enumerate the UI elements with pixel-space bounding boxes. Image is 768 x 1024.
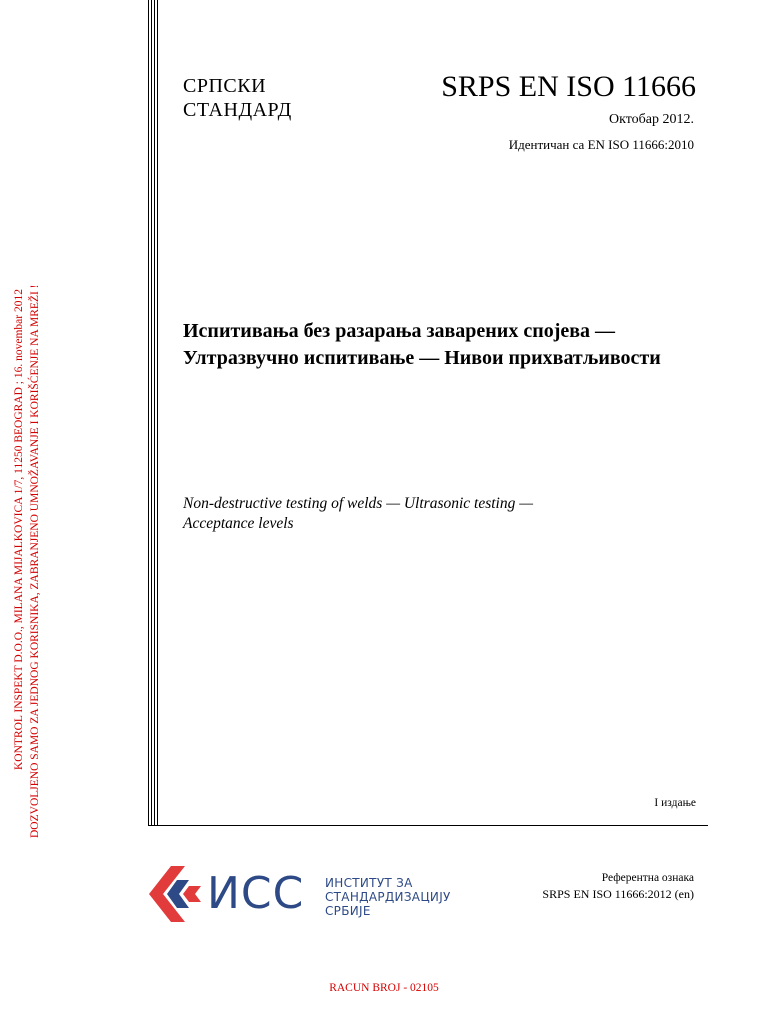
title-english [183, 494, 683, 534]
vertical-rule-1 [148, 0, 149, 826]
standard-label [183, 74, 292, 122]
iss-logo-icon [145, 862, 205, 926]
vertical-rule-3 [154, 0, 155, 826]
iss-logo [145, 862, 465, 932]
publication-date: Октобар 2012. [609, 112, 694, 127]
license-text-line2: DOZVOLJENO SAMO ZA JEDNOG KORISNIKA, ZABRANJENO UMNOŽAVANJE I KORIŠĆENJE NA MREŽI ! [29, 284, 41, 838]
title-serbian: Испитивања без разарања заварених спојева — Ултразвучно испитивање — Нивои прихватљивости [183, 320, 661, 369]
identical-with: Идентичан са EN ISO 11666:2010 [508, 137, 694, 152]
iss-logo-abbr: ИСС [207, 868, 305, 919]
standard-label-line2: СТАНДАРД [183, 99, 292, 121]
title-english-line1: Non-destructive testing of welds — Ultrasonic testing — [183, 495, 534, 512]
iss-logo-name-line2: СТАНДАРДИЗАЦИЈУ [325, 890, 451, 904]
standard-label-line1: СРПСКИ [183, 75, 267, 97]
vertical-rule-4 [157, 0, 158, 826]
standard-code: SRPS EN ISO 11666 [441, 70, 696, 103]
title-english-line2: Acceptance levels [183, 515, 294, 532]
iss-logo-name-line1: ИНСТИТУТ ЗА [325, 876, 413, 890]
reference-label: Референтна ознака [601, 872, 694, 884]
reference-code: SRPS EN ISO 11666:2012 (en) [542, 887, 694, 901]
invoice-number: RACUN BROJ - 02105 [329, 982, 439, 994]
vertical-rule-2 [151, 0, 152, 826]
bottom-rule [148, 825, 708, 826]
edition: I издање [654, 797, 696, 809]
license-text-line1: KONTROL INSPEKT D.O.O., MILANA MIJALKOVICA 1/7, 11250 BEOGRAD ; 16. novembar 2012 [13, 289, 25, 770]
iss-logo-name [325, 876, 451, 918]
iss-logo-name-line3: СРБИЈЕ [325, 904, 371, 918]
